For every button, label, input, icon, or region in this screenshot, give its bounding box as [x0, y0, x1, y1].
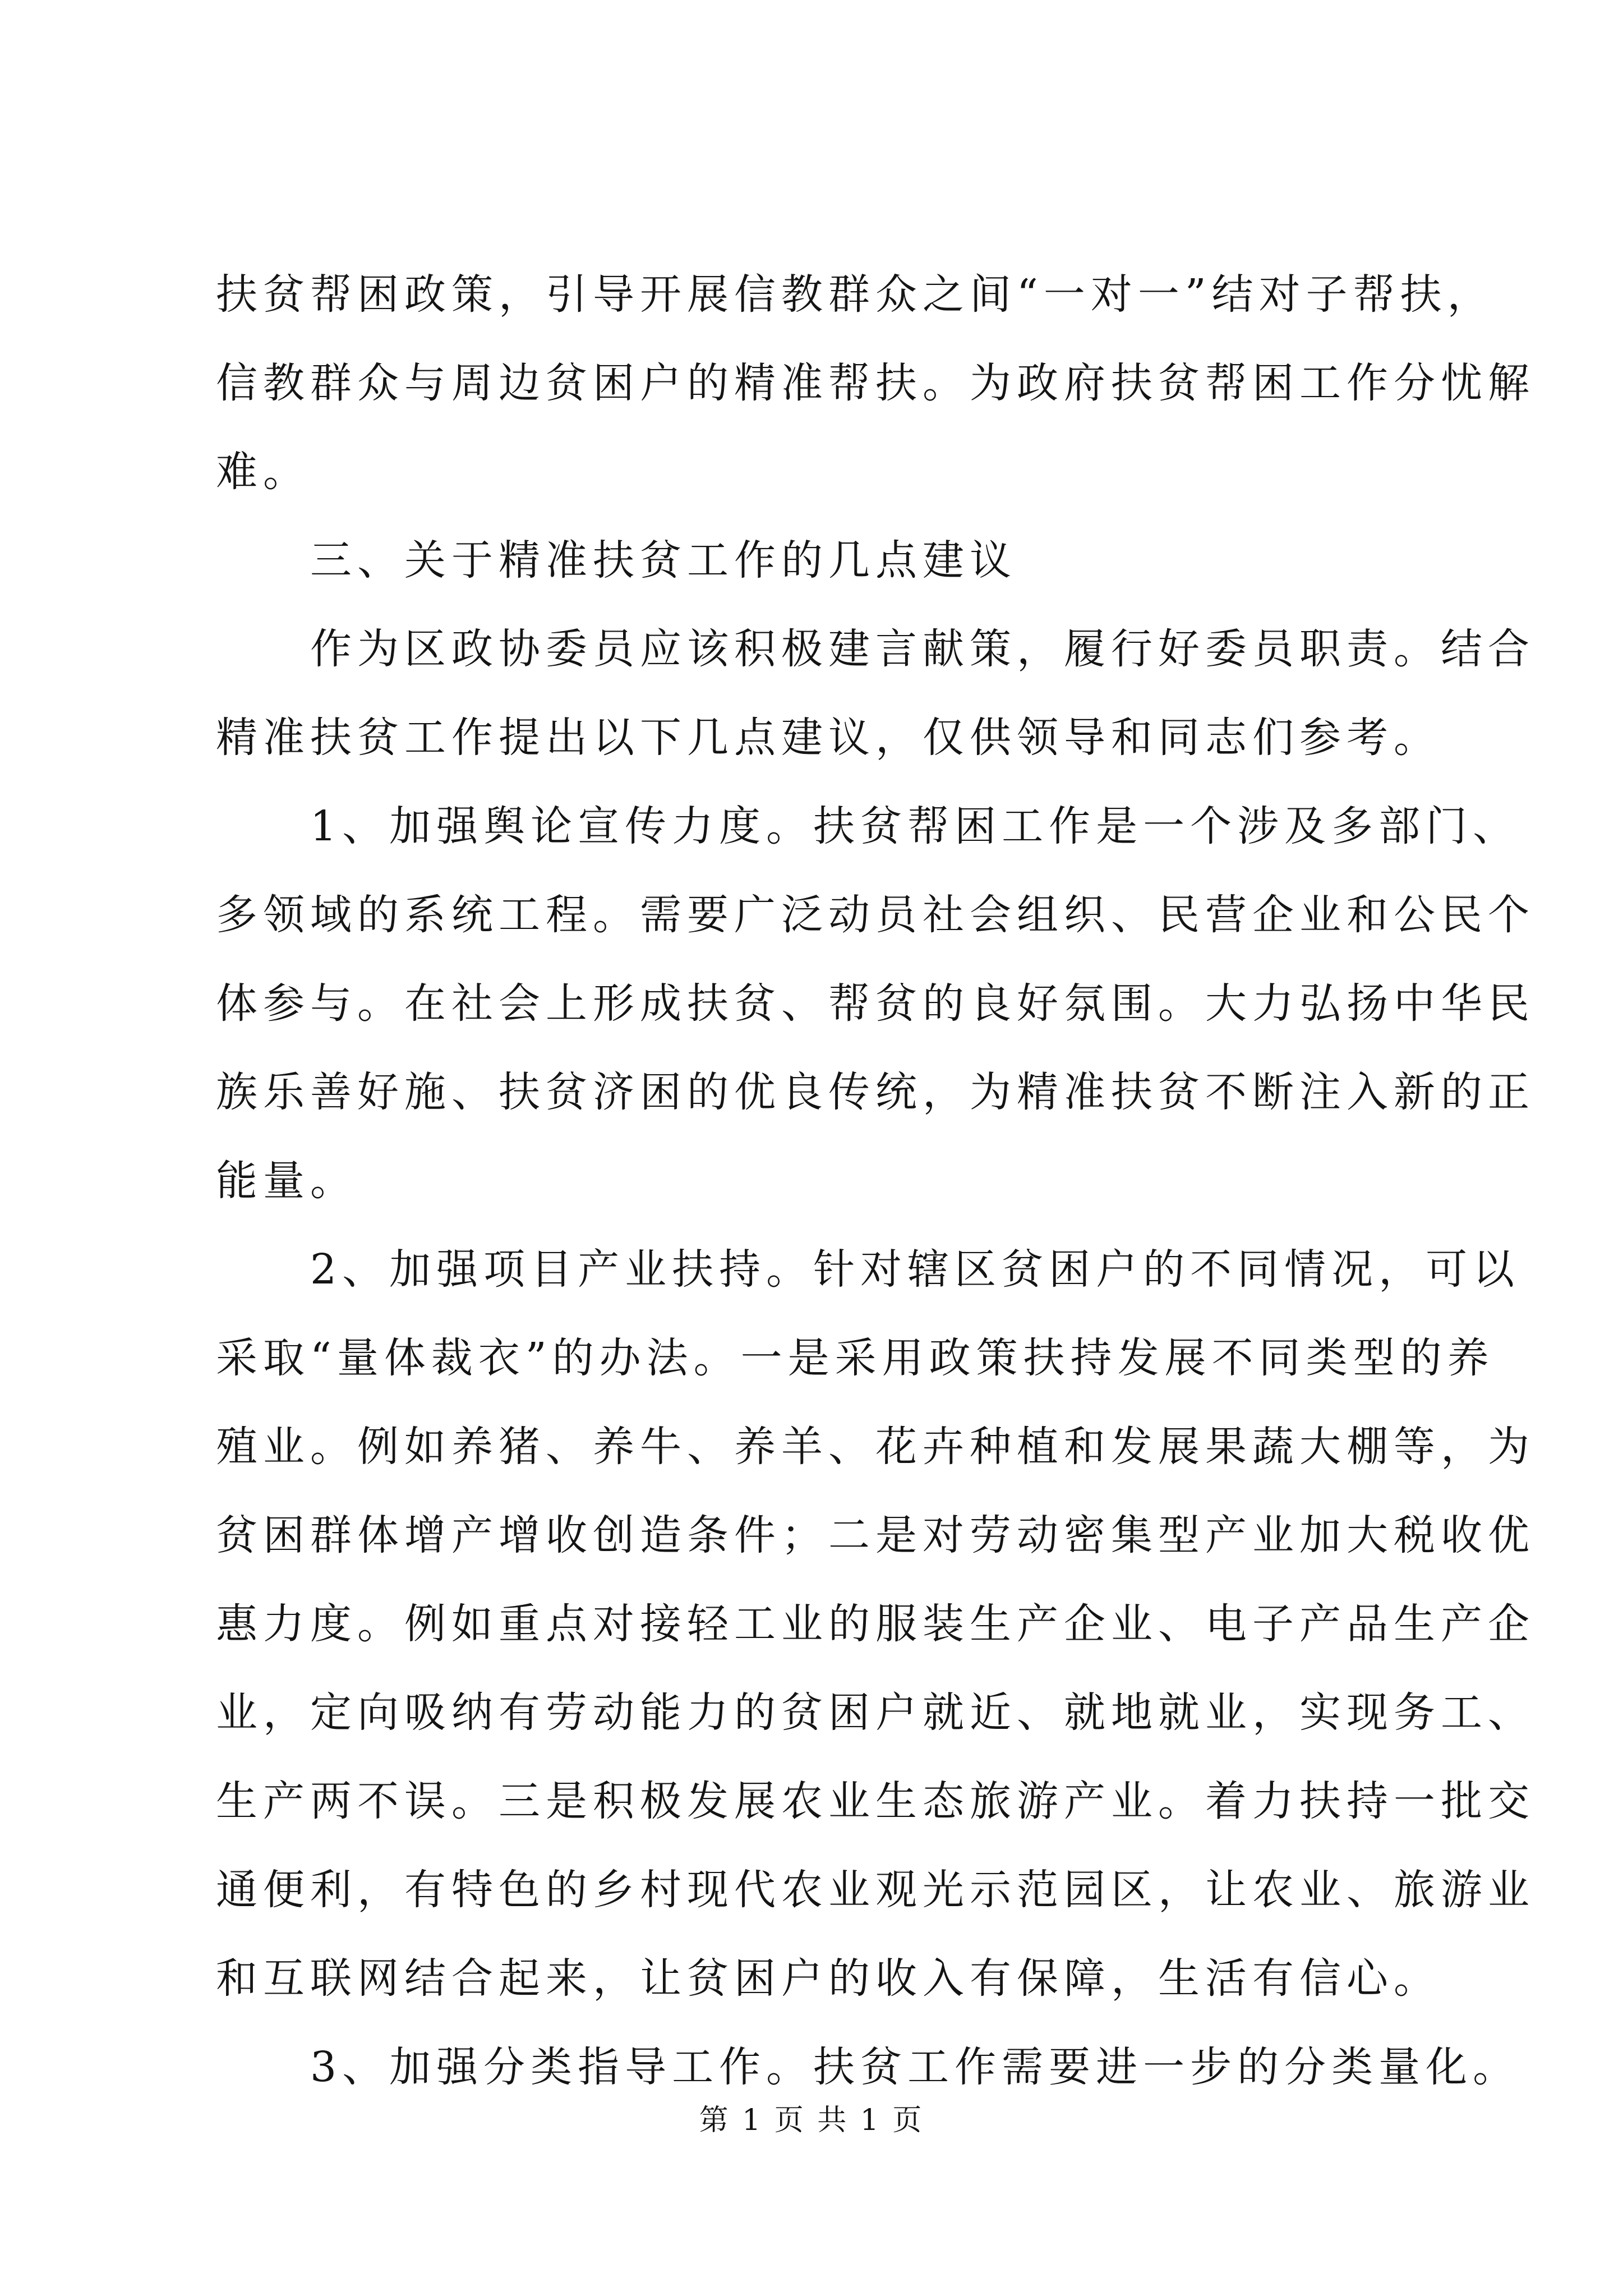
body-line: 通便利，有特色的乡村现代农业观光示范园区，让农业、旅游业	[216, 1866, 1535, 1914]
body-line: 多领域的系统工程。需要广泛动员社会组织、民营企业和公民个	[216, 891, 1535, 939]
body-line: 难。	[216, 448, 310, 496]
page-footer: 第 1 页 共 1 页	[699, 2104, 924, 2137]
list-item-heading: 2、加强项目产业扶持。针对辖区贫困户的不同情况，可以	[310, 1245, 1520, 1294]
body-line: 贫困群体增产增收创造条件；二是对劳动密集型产业加大税收优	[216, 1511, 1535, 1559]
body-line: 业，定向吸纳有劳动能力的贫困户就近、就地就业，实现务工、	[216, 1688, 1535, 1737]
list-item-heading: 3、加强分类指导工作。扶贫工作需要进一步的分类量化。	[310, 2043, 1520, 2091]
section-heading: 三、关于精准扶贫工作的几点建议	[310, 536, 1017, 585]
body-line: 殖业。例如养猪、养牛、养羊、花卉种植和发展果蔬大棚等，为	[216, 1423, 1535, 1471]
body-line: 能量。	[216, 1157, 357, 1205]
body-line: 体参与。在社会上形成扶贫、帮贫的良好氛围。大力弘扬中华民	[216, 979, 1535, 1028]
body-line: 生产两不误。三是积极发展农业生态旅游产业。着力扶持一批交	[216, 1777, 1535, 1825]
body-line: 族乐善好施、扶贫济困的优良传统，为精准扶贫不断注入新的正	[216, 1068, 1535, 1116]
body-line: 采取“量体裁衣”的办法。一是采用政策扶持发展不同类型的养	[216, 1334, 1495, 1382]
body-line: 和互联网结合起来，让贫困户的收入有保障，生活有信心。	[216, 1954, 1441, 2003]
list-item-heading: 1、加强舆论宣传力度。扶贫帮困工作是一个涉及多部门、	[310, 802, 1520, 850]
body-line: 信教群众与周边贫困户的精准帮扶。为政府扶贫帮困工作分忧解	[216, 359, 1535, 407]
body-line: 精准扶贫工作提出以下几点建议，仅供领导和同志们参考。	[216, 714, 1441, 762]
body-line: 扶贫帮困政策，引导开展信教群众之间“一对一”结对子帮扶，	[216, 270, 1495, 319]
body-line: 惠力度。例如重点对接轻工业的服装生产企业、电子产品生产企	[216, 1600, 1535, 1648]
body-line: 作为区政协委员应该积极建言献策，履行好委员职责。结合	[310, 625, 1535, 673]
